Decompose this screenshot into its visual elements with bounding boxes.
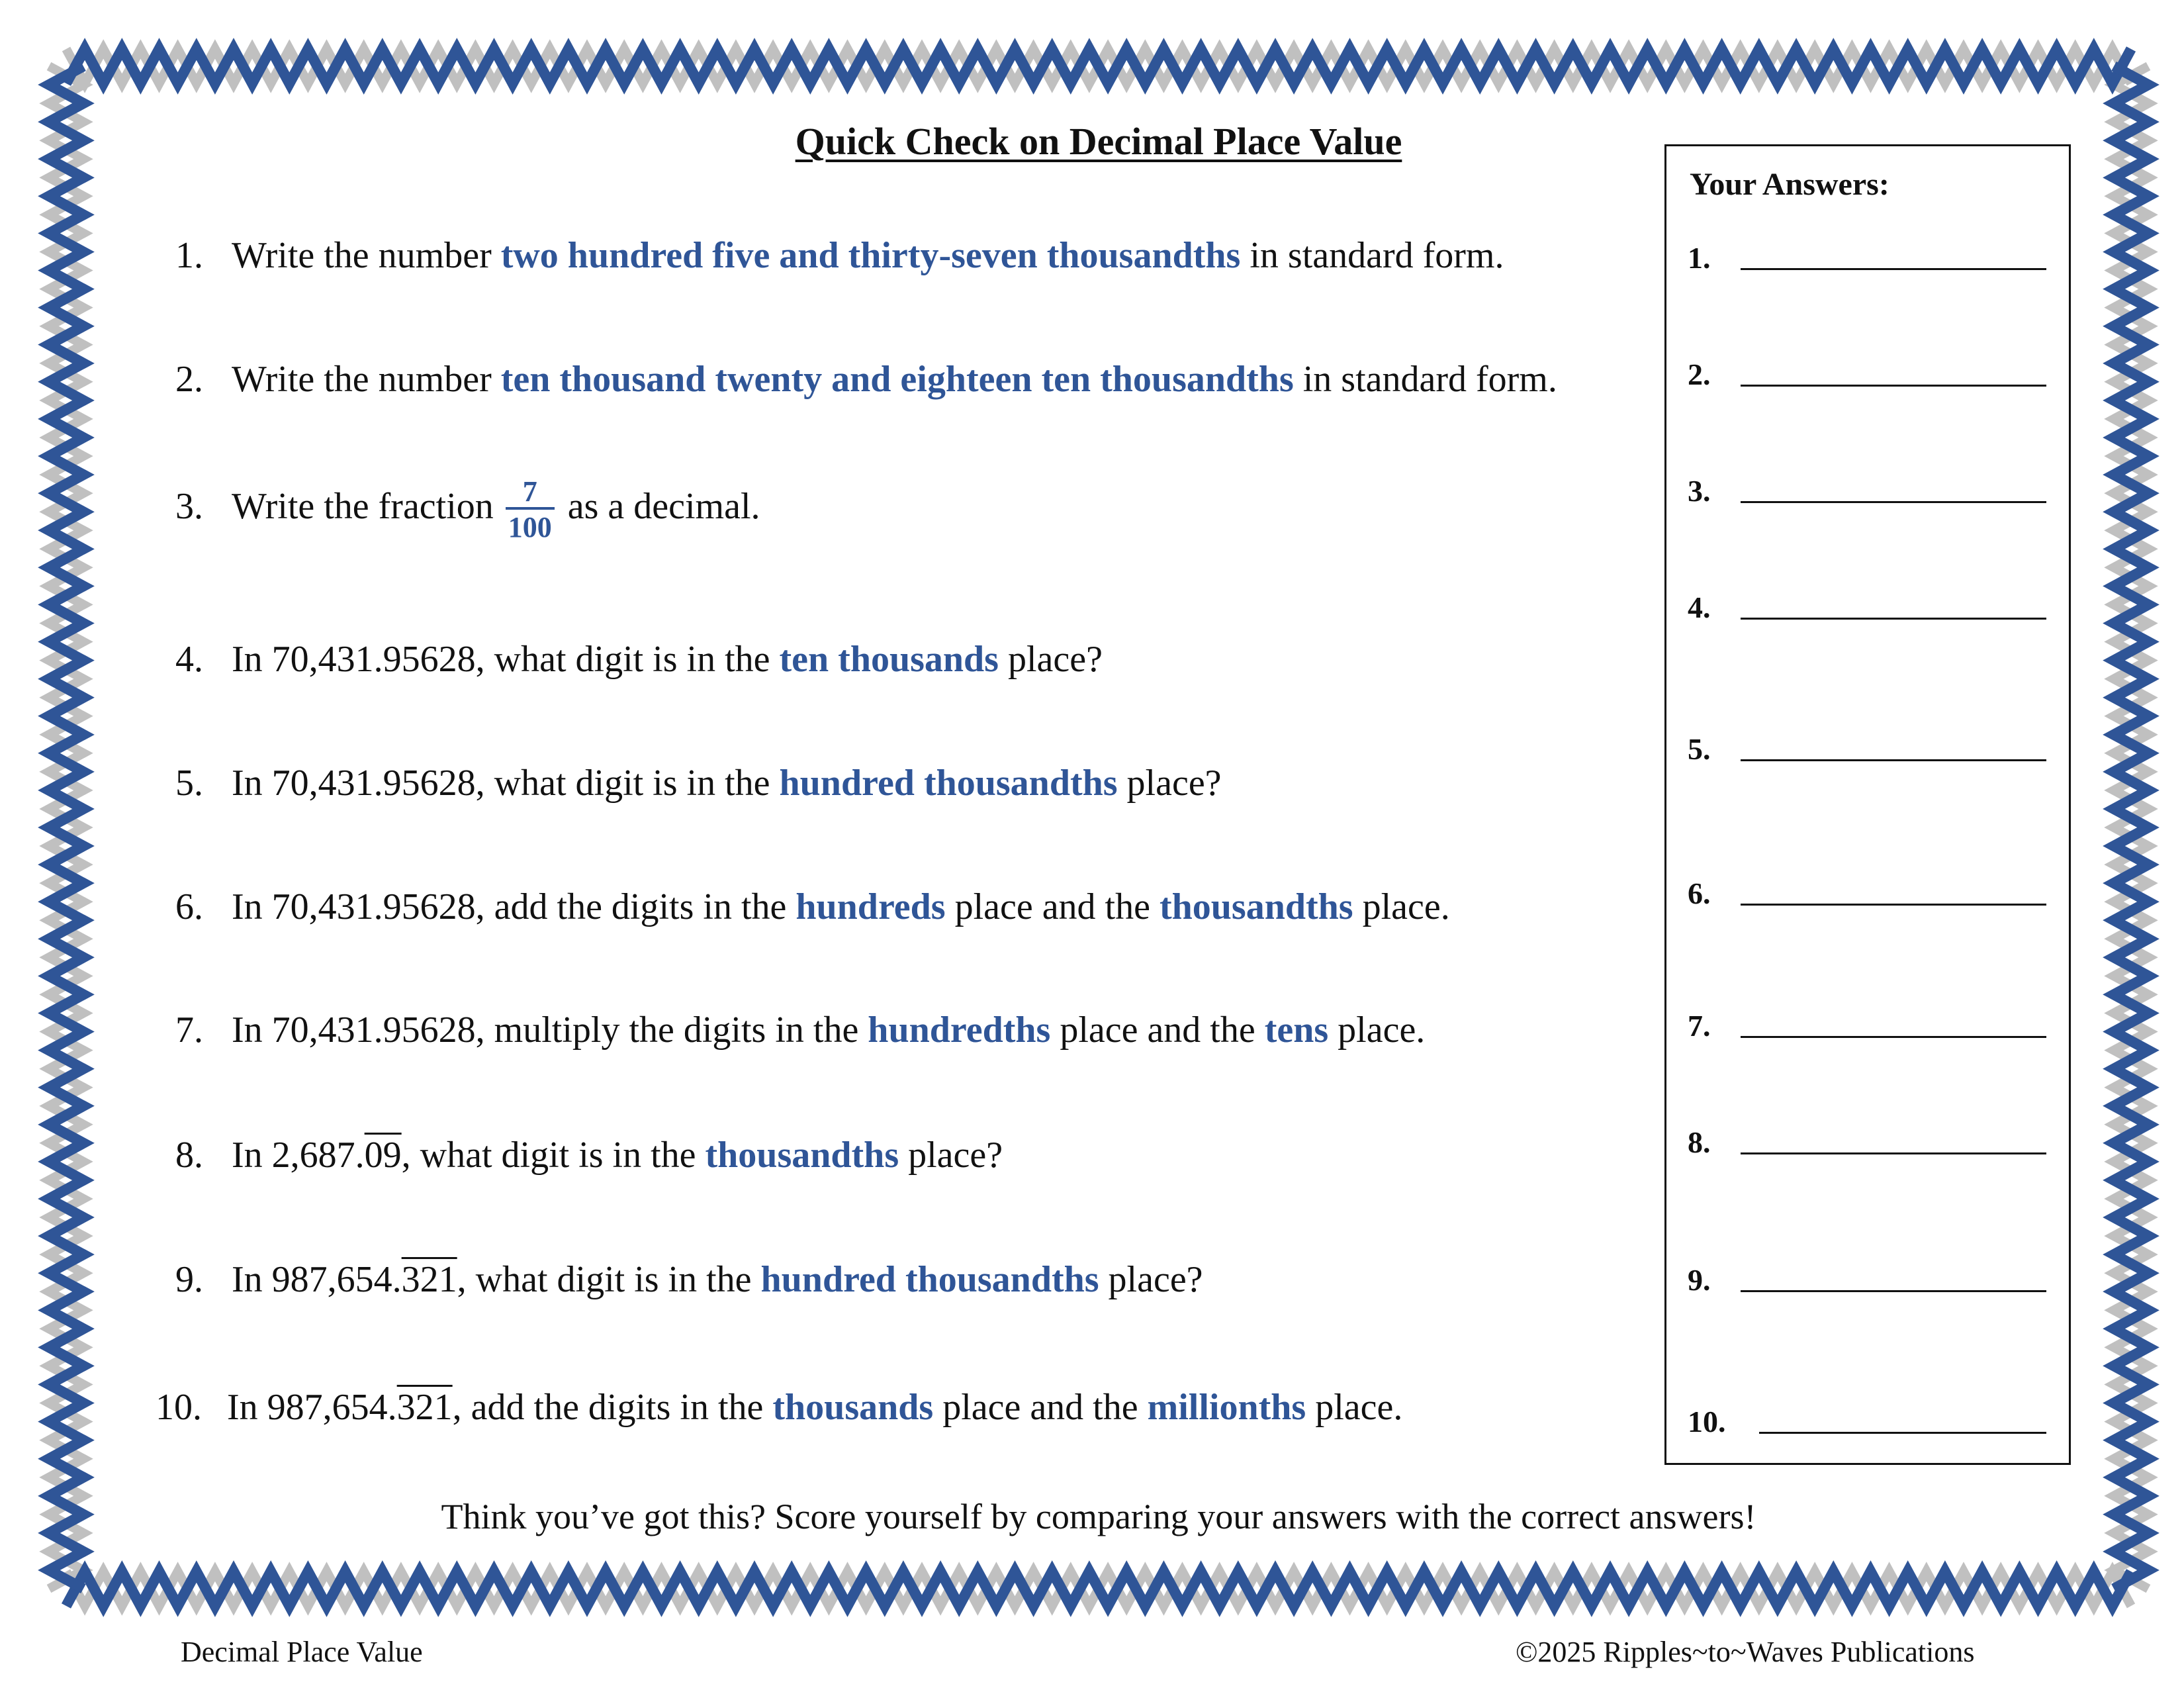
- highlight-term: two hundred five and thirty-seven thousandths: [500, 235, 1241, 276]
- repeating-digits: 321: [401, 1259, 457, 1300]
- question-number: 9.: [175, 1259, 203, 1300]
- question-10: 10. In 987,654.321, add the digits in the thousands place and the millionths place.: [156, 1387, 1403, 1428]
- answer-row-6: 6.: [1688, 876, 1711, 911]
- answer-box: [1664, 144, 2071, 1465]
- highlight-term: hundred thousandths: [779, 763, 1118, 804]
- question-number: 1.: [175, 235, 203, 276]
- fraction-denominator: 100: [506, 507, 555, 543]
- highlight-term: ten thousand twenty and eighteen ten thousandths: [500, 359, 1294, 400]
- answer-row-4: 4.: [1688, 590, 1711, 625]
- highlight-term: hundred thousandths: [760, 1259, 1099, 1300]
- answer-row-7: 7.: [1688, 1008, 1711, 1043]
- question-number: 3.: [175, 486, 203, 528]
- answer-row-9: 9.: [1688, 1262, 1711, 1297]
- answer-blank[interactable]: [1741, 501, 2046, 503]
- answer-blank[interactable]: [1741, 268, 2046, 270]
- footer-copyright: ©2025 Ripples~to~Waves Publications: [1516, 1636, 1975, 1668]
- answer-row-3: 3.: [1688, 473, 1711, 508]
- question-number: 2.: [175, 359, 203, 400]
- answer-blank[interactable]: [1741, 1036, 2046, 1038]
- question-number: 8.: [175, 1135, 203, 1176]
- question-2: 2. Write the number ten thousand twenty and eighteen ten thousandths in standard form.: [175, 359, 1557, 400]
- answer-row-8: 8.: [1688, 1125, 1711, 1160]
- answer-blank[interactable]: [1759, 1432, 2046, 1434]
- question-number: 10.: [156, 1387, 202, 1428]
- repeating-digits: 321: [396, 1387, 453, 1428]
- question-7: 7. In 70,431.95628, multiply the digits in the hundredths place and the tens place.: [175, 1009, 1426, 1051]
- question-4: 4. In 70,431.95628, what digit is in the ten thousands place?: [175, 639, 1103, 680]
- answer-blank[interactable]: [1741, 618, 2046, 620]
- question-9: 9. In 987,654.321, what digit is in the hundred thousandths place?: [175, 1259, 1203, 1300]
- highlight-term: hundreds: [796, 886, 946, 927]
- answer-blank[interactable]: [1741, 1290, 2046, 1292]
- question-number: 7.: [175, 1009, 203, 1051]
- fraction-numerator: 7: [522, 475, 537, 508]
- highlight-term: thousandths: [705, 1135, 899, 1176]
- score-yourself-note: Think you’ve got this? Score yourself by comparing your answers with the correct answers!: [441, 1497, 1756, 1536]
- highlight-term: hundredths: [868, 1009, 1051, 1051]
- question-5: 5. In 70,431.95628, what digit is in the hundred thousandths place?: [175, 763, 1222, 804]
- answer-row-2: 2.: [1688, 357, 1711, 392]
- question-number: 4.: [175, 639, 203, 680]
- question-number: 6.: [175, 886, 203, 927]
- answer-blank[interactable]: [1741, 385, 2046, 387]
- page-title: Quick Check on Decimal Place Value: [795, 120, 1402, 163]
- fraction: [506, 477, 555, 543]
- answer-blank[interactable]: [1741, 904, 2046, 906]
- question-3: 3. Write the fraction $\frac{7}{100}$ as a decimal.: [175, 475, 760, 544]
- question-1: 1. Write the number two hundred five and thirty-seven thousandths in standard form.: [175, 235, 1504, 276]
- highlight-term: ten thousands: [779, 639, 999, 680]
- repeating-digits: 09: [364, 1135, 402, 1176]
- answer-row-5: 5.: [1688, 731, 1711, 767]
- highlight-term: thousands: [772, 1387, 934, 1428]
- question-6: 6. In 70,431.95628, add the digits in the hundreds place and the thousandths place.: [175, 886, 1450, 927]
- footer-left: Decimal Place Value: [181, 1636, 423, 1668]
- answer-blank[interactable]: [1741, 759, 2046, 761]
- question-number: 5.: [175, 763, 203, 804]
- highlight-term: millionths: [1147, 1387, 1306, 1428]
- question-8: 8. In 2,687.09, what digit is in the thousandths place?: [175, 1135, 1003, 1176]
- highlight-term: thousandths: [1159, 886, 1353, 927]
- answer-row-10: 10.: [1688, 1404, 1726, 1439]
- highlight-term: tens: [1264, 1009, 1329, 1051]
- answer-box-title: Your Answers:: [1690, 167, 1889, 202]
- answer-row-1: 1.: [1688, 240, 1711, 275]
- answer-blank[interactable]: [1741, 1152, 2046, 1154]
